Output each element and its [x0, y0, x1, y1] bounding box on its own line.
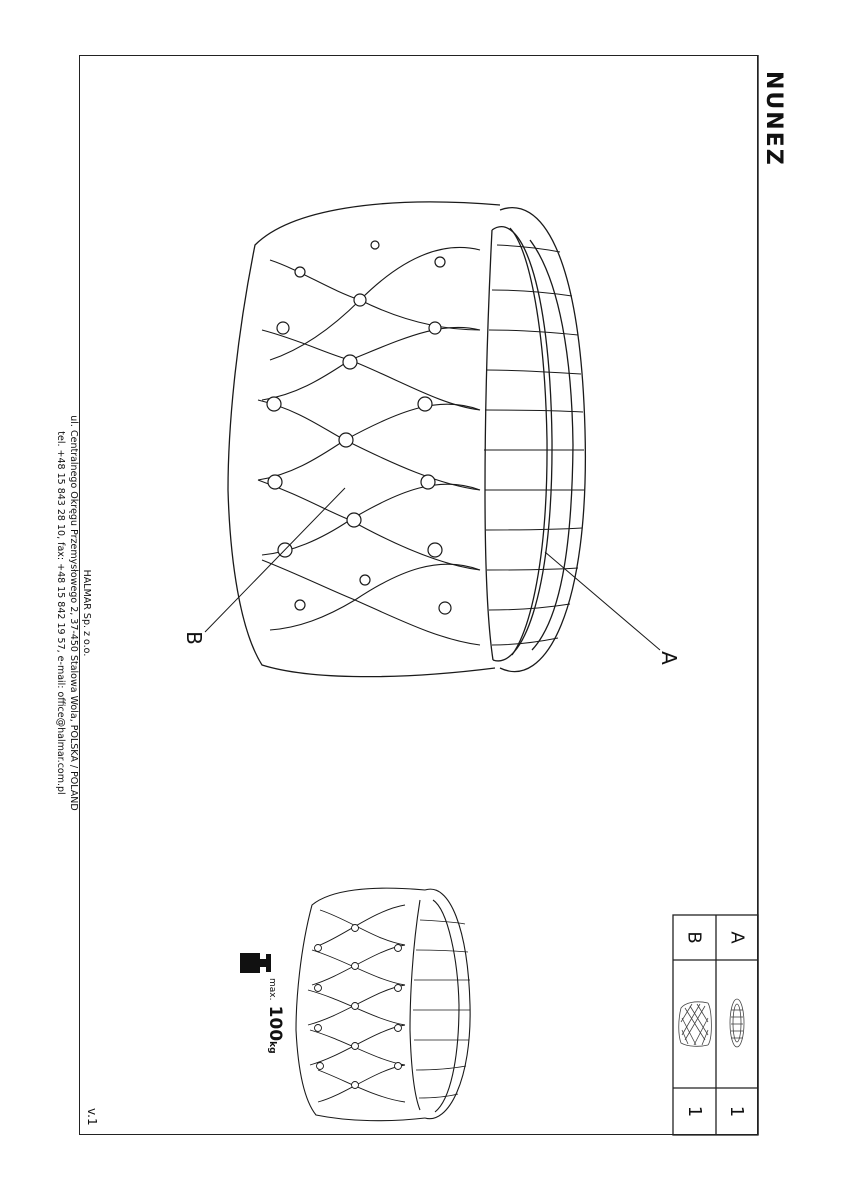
part-a-label: A	[726, 931, 748, 944]
max-load-label	[262, 978, 288, 1068]
pouf-base-icon	[679, 1002, 712, 1047]
seat-cushion-icon	[730, 999, 744, 1047]
weight-icon	[240, 953, 271, 973]
company-contact: tel. +48 15 843 28 10, fax: +48 15 842 19 57, e-mail: office@halmar.com.pl	[55, 431, 66, 795]
callout-label-a: A	[656, 651, 681, 665]
company-name: HALMAR Sp. z o.o.	[81, 569, 92, 657]
parts-table-cell-qty-a	[716, 1088, 758, 1135]
part-a-quantity: 1	[726, 1105, 748, 1118]
company-address: ul. Centralnego Okręgu Przemysłowego 2, 37-450 Stalowa Wola, POLSKA / POLAND	[68, 415, 79, 811]
part-b-quantity: 1	[683, 1105, 705, 1118]
small-pouf-illustration	[296, 888, 470, 1121]
max-load-prefix: max.	[267, 978, 277, 1001]
max-load-unit: kg	[267, 1041, 277, 1054]
company-footer	[39, 403, 93, 823]
parts-table-cell-part-b	[673, 915, 716, 960]
product-title: NUNEZ	[761, 71, 786, 167]
max-load-value: 100	[265, 1005, 285, 1042]
callout-label-b: B	[181, 631, 206, 645]
parts-table-cell-qty-b	[673, 1088, 716, 1135]
part-b-label: B	[683, 931, 705, 944]
version-label: v.1	[85, 1108, 99, 1126]
main-pouf-illustration	[205, 202, 660, 677]
parts-table-cell-part-a	[716, 915, 758, 960]
